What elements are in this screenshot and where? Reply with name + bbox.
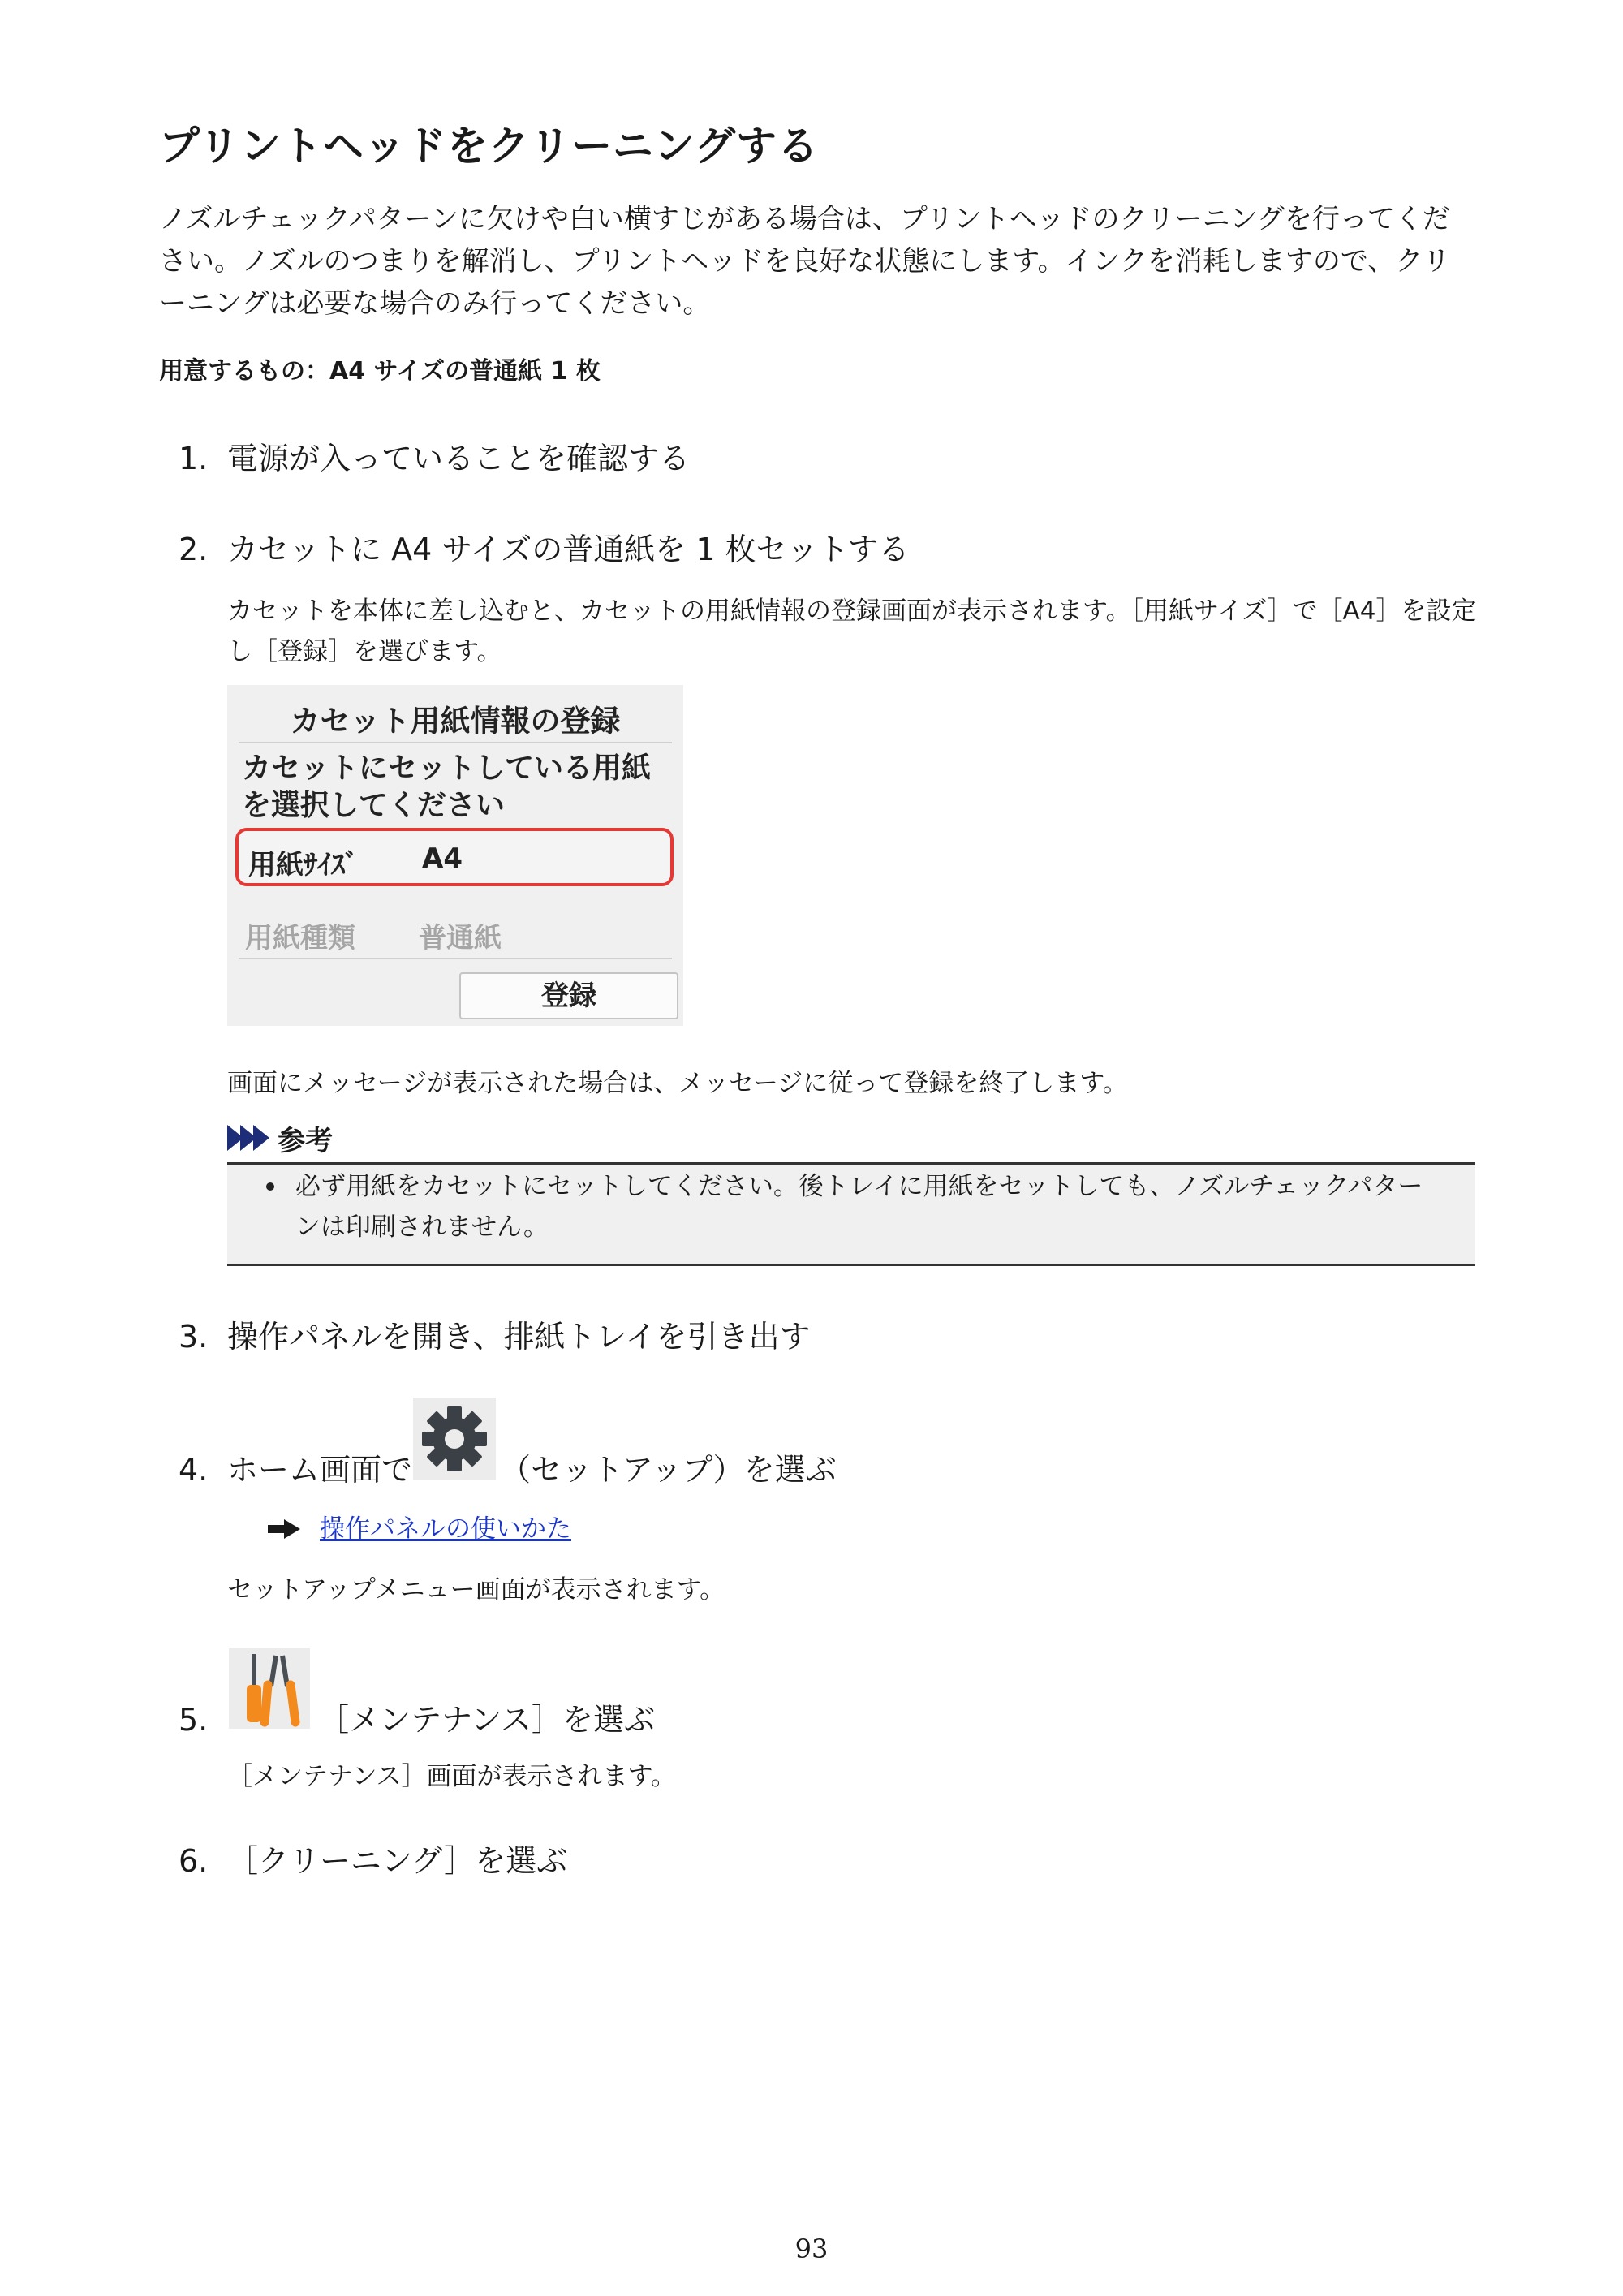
step-2-after-text: 画面にメッセージが表示された場合は、メッセージに従って登録を終了します。 <box>227 1069 1128 1098</box>
maintenance-tools-icon <box>229 1648 310 1729</box>
lcd-message <box>242 750 651 825</box>
lcd-title: カセット用紙情報の登録 <box>290 704 621 739</box>
preparation-note: 用意するもの：A4 サイズの普通紙 1 枚 <box>159 357 601 386</box>
step-2 <box>179 529 910 570</box>
step-number: 6. <box>179 1843 209 1879</box>
step-text: 電源が入っていることを確認する <box>227 441 691 476</box>
lcd-message-line-2: を選択してください <box>242 789 506 822</box>
step-5-text <box>318 1699 655 1740</box>
paper-type-label: 用紙種類 <box>245 922 355 954</box>
step-text: ［メンテナンス］を選ぶ <box>318 1702 655 1738</box>
note-heading-text: 参考 <box>278 1124 333 1157</box>
lcd-paper-type-row[interactable] <box>235 904 674 963</box>
step-text-after: （セットアップ）を選ぶ <box>500 1452 837 1488</box>
lcd-divider <box>239 958 672 959</box>
step-number: 5. <box>179 1702 209 1738</box>
operation-panel-link[interactable]: 操作パネルの使いかた <box>320 1514 571 1544</box>
step-text: 操作パネルを開き、排紙トレイを引き出す <box>227 1319 811 1355</box>
note-heading <box>227 1120 333 1156</box>
step-4 <box>179 1450 412 1490</box>
step-2-description: カセットを本体に差し込むと、カセットの用紙情報の登録画面が表示されます。［用紙サイズ］で［A4］を設定し［登録］を選びます。 <box>227 597 1477 666</box>
step-text: カセットに A4 サイズの普通紙を 1 枚セットする <box>227 532 910 567</box>
step-text: ［クリーニング］を選ぶ <box>227 1843 568 1879</box>
setup-gear-icon <box>413 1398 496 1480</box>
intro-paragraph: ノズルチェックパターンに欠けや白い横すじがある場合は、プリントヘッドのクリーニングを行ってください。ノズルのつまりを解消し、プリントヘッドを良好な状態にします。インクを消耗しますので、クリーニングは必要な場合のみ行ってください。 <box>159 203 1451 320</box>
step-6 <box>179 1841 567 1881</box>
step-text-before: ホーム画面で <box>227 1452 413 1488</box>
lcd-register-button[interactable]: 登録 <box>459 972 678 1019</box>
note-text: 必ず用紙をカセットにセットしてください。後トレイに用紙をセットしても、ノズルチェックパターンは印刷されません。 <box>295 1172 1423 1242</box>
paper-size-value: A4 <box>422 842 463 875</box>
lcd-screen-cassette-paper-info <box>227 685 683 1026</box>
bullet-icon <box>266 1182 274 1191</box>
step-3 <box>179 1316 811 1357</box>
step-4-after-text: セットアップメニュー画面が表示されます。 <box>227 1575 725 1605</box>
step-number: 1. <box>179 441 209 476</box>
page-number: 93 <box>794 2234 829 2264</box>
paper-type-value: 普通紙 <box>419 922 502 954</box>
page-title: プリントヘッドをクリーニングする <box>159 123 819 170</box>
step-5-after-text: ［メンテナンス］画面が表示されます。 <box>227 1762 677 1791</box>
step-4-text-after <box>500 1450 837 1490</box>
step-5 <box>179 1699 227 1740</box>
lcd-divider <box>239 742 672 743</box>
step-number: 4. <box>179 1452 209 1488</box>
link-arrow-icon <box>268 1519 304 1539</box>
reference-link-row <box>268 1511 571 1547</box>
note-arrows-icon <box>227 1125 266 1151</box>
step-number: 3. <box>179 1319 209 1355</box>
paper-size-label: 用紙ｻｲｽﾞ <box>248 849 359 881</box>
step-1 <box>179 438 690 479</box>
lcd-paper-size-row[interactable] <box>235 828 674 886</box>
note-box <box>227 1162 1475 1266</box>
step-number: 2. <box>179 532 209 567</box>
lcd-message-line-1: カセットにセットしている用紙 <box>242 752 652 785</box>
